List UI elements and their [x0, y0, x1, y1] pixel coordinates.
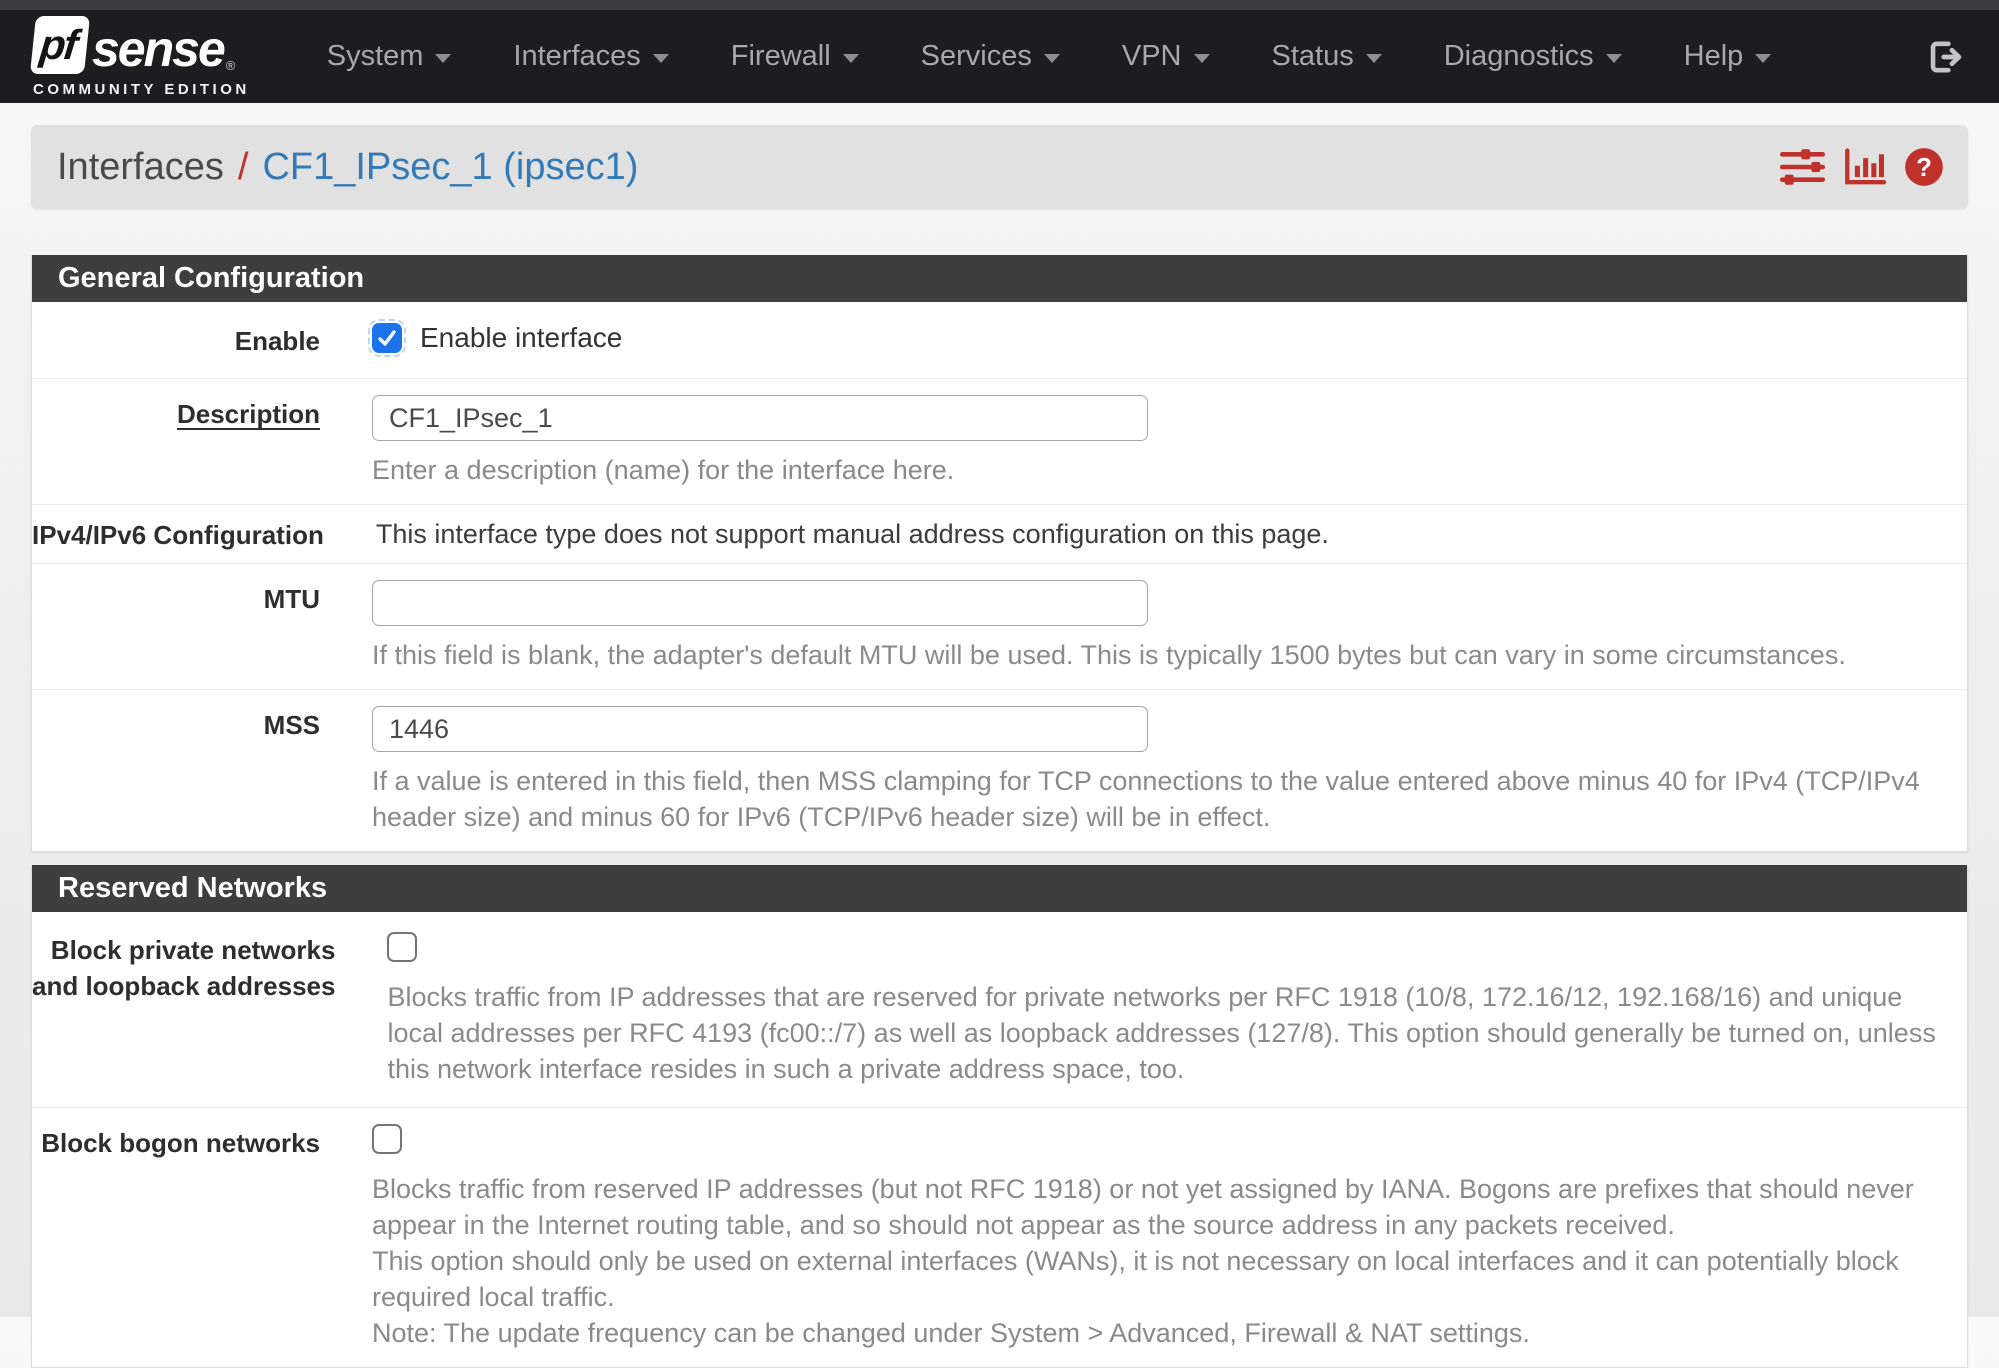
nav-item-firewall[interactable]	[700, 10, 890, 103]
logo-registered-mark: ®	[225, 57, 236, 73]
description-help: Enter a description (name) for the interface here.	[372, 455, 955, 485]
breadcrumb-section: Interfaces	[57, 145, 224, 188]
breadcrumb-separator: /	[237, 145, 249, 188]
block-private-label: Block private networks and loopback addresses	[32, 935, 336, 1001]
nav-item-label: VPN	[1121, 40, 1182, 72]
bogon-help-paragraph: Blocks traffic from reserved IP addresses (but not RFC 1918) or not yet assigned by IANA. Bogons are prefixes that should never appear in the Internet routing table, and so should not appear as the source address in any packets received.	[372, 1174, 1914, 1240]
chevron-down-icon	[1606, 54, 1622, 63]
sliders-icon[interactable]	[1779, 148, 1826, 186]
bogon-help-paragraph: Note: The update frequency can be changed under System > Advanced, Firewall & NAT settings.	[372, 1318, 1530, 1348]
panel-title: General Configuration	[32, 255, 1967, 302]
breadcrumb-page-link[interactable]: CF1_IPsec_1 (ipsec1)	[262, 145, 639, 188]
nav-item-label: Interfaces	[513, 40, 641, 72]
mss-input[interactable]	[372, 706, 1148, 752]
nav-item-label: System	[326, 40, 424, 72]
help-circle-icon[interactable]	[1904, 147, 1944, 187]
enable-interface-label: Enable interface	[420, 322, 623, 353]
mss-row	[32, 690, 1967, 851]
chevron-down-icon	[1366, 54, 1382, 63]
nav-item-interfaces[interactable]	[482, 10, 699, 103]
description-label: Description	[176, 399, 320, 429]
block-bogon-row	[32, 1108, 1967, 1367]
description-input[interactable]	[372, 395, 1148, 441]
logo-sense-text: sense	[92, 20, 224, 77]
ip-configuration-text: This interface type does not support manual address configuration on this page.	[375, 519, 1329, 549]
nav-item-status[interactable]	[1241, 10, 1413, 103]
nav-item-diagnostics[interactable]	[1413, 10, 1653, 103]
enable-interface-checkbox[interactable]	[372, 323, 402, 353]
chevron-down-icon	[843, 54, 859, 63]
bar-chart-icon[interactable]	[1843, 148, 1887, 186]
sign-out-icon[interactable]	[1927, 40, 1965, 74]
pfsense-wordmark	[33, 16, 250, 77]
block-private-row	[32, 912, 1967, 1108]
logo-edition-text: COMMUNITY EDITION	[33, 80, 250, 98]
block-private-checkbox[interactable]	[387, 932, 417, 962]
block-bogon-help	[372, 1171, 1939, 1351]
bogon-help-paragraph: This option should only be used on external interfaces (WANs), it is not necessary on local interfaces and it can potentially block required local traffic.	[372, 1246, 1899, 1312]
mtu-label: MTU	[263, 584, 320, 614]
nav-item-help[interactable]	[1653, 10, 1803, 103]
breadcrumb	[57, 146, 638, 189]
nav-menu	[296, 10, 1803, 103]
nav-item-label: Firewall	[730, 40, 831, 72]
pf-logo-box	[30, 16, 90, 74]
nav-item-vpn[interactable]	[1091, 10, 1241, 103]
chevron-down-icon	[435, 54, 451, 63]
general-configuration-panel	[31, 255, 1968, 852]
chevron-down-icon	[1044, 54, 1060, 63]
block-bogon-label: Block bogon networks	[41, 1128, 320, 1158]
nav-item-label: Services	[920, 40, 1032, 72]
svg-text:?: ?	[1916, 153, 1932, 182]
nav-item-services[interactable]	[890, 10, 1091, 103]
main-navbar	[0, 10, 1999, 103]
window-top-strip	[0, 0, 1999, 10]
panel-title: Reserved Networks	[32, 865, 1967, 912]
chevron-down-icon	[653, 54, 669, 63]
pfsense-logo[interactable]	[33, 16, 250, 98]
block-bogon-checkbox[interactable]	[372, 1124, 402, 1154]
enable-row	[32, 302, 1967, 379]
chevron-down-icon	[1755, 54, 1771, 63]
mtu-help: If this field is blank, the adapter's default MTU will be used. This is typically 1500 bytes but can vary in some circumstances.	[372, 640, 1846, 670]
nav-item-label: Status	[1271, 40, 1354, 72]
nav-item-system[interactable]	[296, 10, 483, 103]
mtu-row	[32, 564, 1967, 690]
chevron-down-icon	[1194, 54, 1210, 63]
description-row	[32, 379, 1967, 505]
mss-label: MSS	[263, 710, 320, 740]
ip-configuration-label: IPv4/IPv6 Configuration	[32, 520, 324, 550]
reserved-networks-panel	[31, 865, 1968, 1368]
ip-configuration-row	[32, 505, 1967, 564]
mss-help: If a value is entered in this field, then MSS clamping for TCP connections to the value entered above minus 40 for IPv4 (TCP/IPv4 header size) and minus 60 for IPv6 (TCP/IPv6 header size) will be in effect.	[372, 766, 1920, 832]
header-action-icons	[1779, 147, 1944, 187]
page-header-bar	[31, 125, 1968, 209]
nav-item-label: Help	[1683, 40, 1744, 72]
nav-item-label: Diagnostics	[1443, 40, 1594, 72]
mtu-input[interactable]	[372, 580, 1148, 626]
logo-pf-text: pf	[37, 20, 79, 68]
block-private-help: Blocks traffic from IP addresses that are reserved for private networks per RFC 1918 (10/8, 172.16/12, 192.168/16) and unique local addresses per RFC 4193 (fc00::/7) as well as loopback addresses (127/8). This option should generally be turned on, unless this network interface resides in such a private address space, too.	[387, 982, 1936, 1084]
enable-label: Enable	[234, 326, 320, 356]
